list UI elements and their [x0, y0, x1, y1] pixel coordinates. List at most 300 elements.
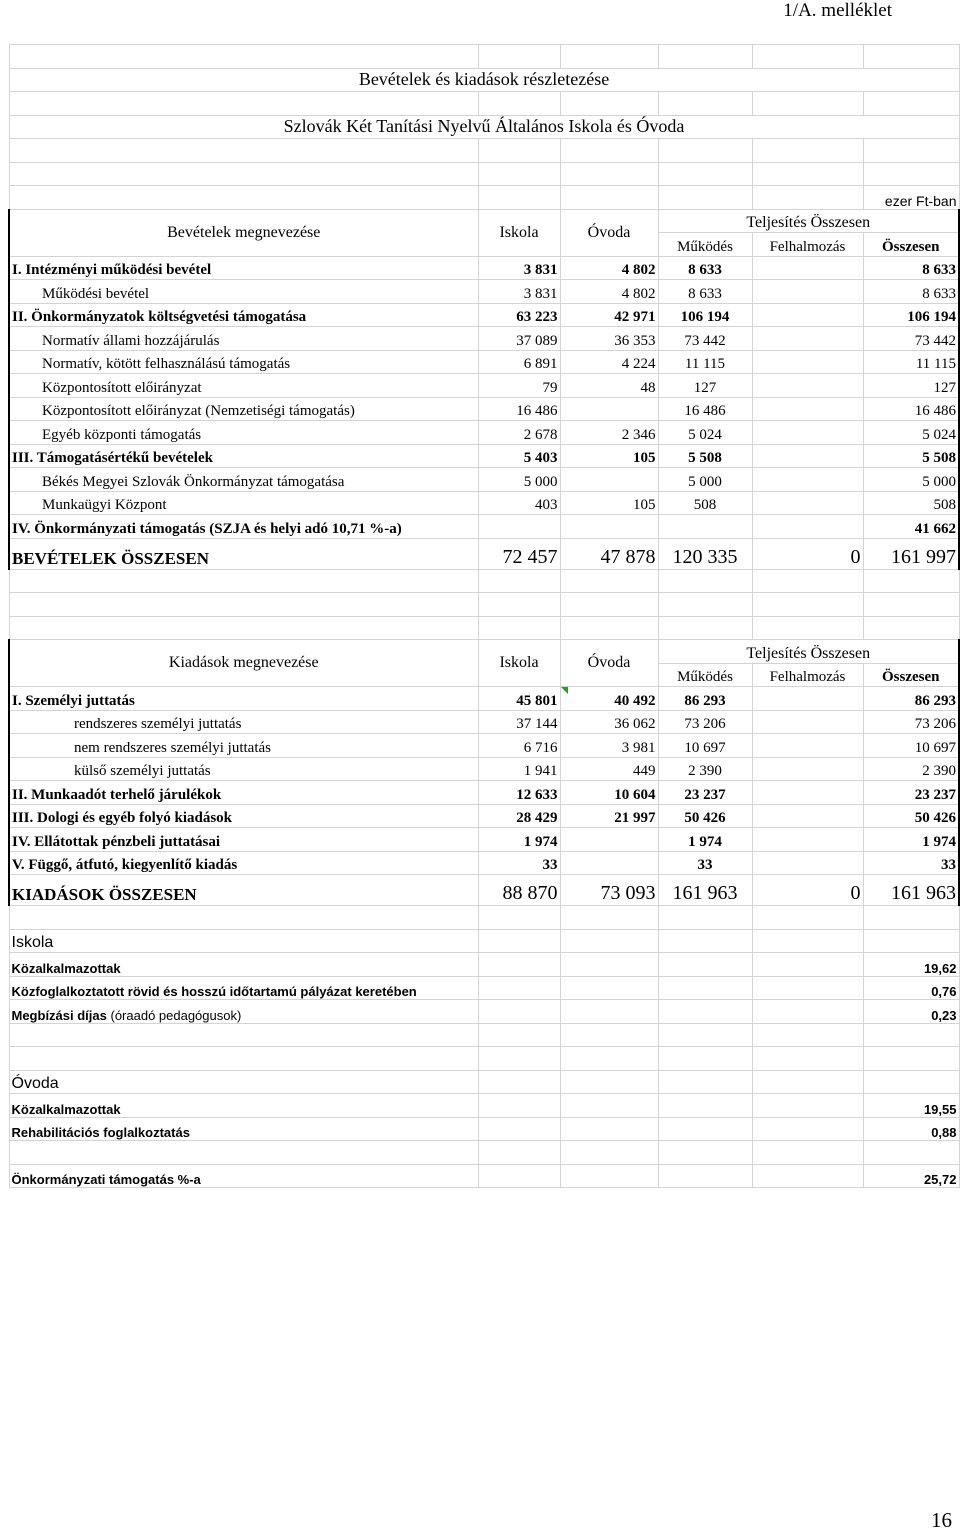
empty-cell [658, 1000, 752, 1024]
empty-cell [863, 1141, 959, 1165]
school-value: 3 831 [478, 280, 560, 304]
empty-cell [752, 906, 863, 930]
empty-cell [560, 1070, 658, 1094]
kindergarten-value [560, 828, 658, 852]
annex-label: 1/A. melléklet [783, 0, 892, 21]
school-staff-heading: Iskola [9, 929, 478, 953]
empty-cell [863, 929, 959, 953]
empty-cell [752, 929, 863, 953]
empty-cell [658, 976, 752, 1000]
kindergarten-value: 21 997 [560, 804, 658, 828]
operating-value: 8 633 [658, 256, 752, 280]
empty-cell [478, 1117, 560, 1141]
empty-cell [658, 92, 752, 116]
school-value: 33 [478, 851, 560, 875]
kindergarten-value [560, 397, 658, 421]
empty-cell [752, 1094, 863, 1118]
staff-row [9, 1094, 959, 1118]
total-column-header: Összesen [863, 663, 959, 687]
operating-value: 10 697 [658, 734, 752, 758]
total-value: 5 024 [863, 421, 959, 445]
total-value: 86 293 [863, 687, 959, 711]
income-row [9, 350, 959, 374]
income-row-label: Munkaügyi Központ [9, 491, 478, 515]
school-value: 16 486 [478, 397, 560, 421]
empty-row [9, 1047, 959, 1071]
operating-value: 33 [658, 851, 752, 875]
expense-total-label: KIADÁSOK ÖSSZESEN [9, 875, 478, 906]
empty-cell [752, 186, 863, 210]
income-header-row [9, 209, 959, 233]
empty-cell [752, 593, 863, 617]
total-value: 41 662 [863, 515, 959, 539]
capital-total: 0 [752, 538, 863, 569]
empty-cell [478, 1000, 560, 1024]
empty-cell [863, 593, 959, 617]
income-row-label: Központosított előirányzat (Nemzetiségi támogatás) [9, 397, 478, 421]
income-name-header: Bevételek megnevezése [9, 209, 478, 256]
operating-column-header: Működés [658, 233, 752, 257]
kindergarten-value: 449 [560, 757, 658, 781]
staff-row [9, 1117, 959, 1141]
empty-cell [752, 1141, 863, 1165]
empty-cell [658, 593, 752, 617]
total-value: 8 633 [863, 280, 959, 304]
operating-value: 73 206 [658, 710, 752, 734]
title-row [9, 68, 959, 92]
capital-value [752, 710, 863, 734]
empty-cell [478, 92, 560, 116]
school-value: 6 716 [478, 734, 560, 758]
capital-value [752, 468, 863, 492]
staff-label [9, 1164, 478, 1188]
empty-cell [863, 906, 959, 930]
school-value: 3 831 [478, 256, 560, 280]
income-row-label: Központosított előirányzat [9, 374, 478, 398]
empty-cell [658, 1117, 752, 1141]
empty-cell [658, 1094, 752, 1118]
staff-label-text: Rehabilitációs foglalkoztatás [11, 1125, 190, 1140]
total-value: 23 237 [863, 781, 959, 805]
unit-label: ezer Ft-ban [863, 186, 959, 210]
income-row [9, 468, 959, 492]
school-value: 37 144 [478, 710, 560, 734]
empty-cell [658, 45, 752, 69]
kindergarten-value: 42 971 [560, 303, 658, 327]
empty-row [9, 569, 959, 593]
income-row-label: Működési bevétel [9, 280, 478, 304]
capital-column-header: Felhalmozás [752, 233, 863, 257]
expense-row-label: külső személyi juttatás [9, 757, 478, 781]
school-value: 79 [478, 374, 560, 398]
operating-value: 508 [658, 491, 752, 515]
empty-cell [658, 616, 752, 640]
staff-row [9, 953, 959, 977]
total-value: 8 633 [863, 256, 959, 280]
income-row-label: Normatív, kötött felhasználású támogatás [9, 350, 478, 374]
capital-value [752, 804, 863, 828]
school-staff-heading-row [9, 929, 959, 953]
empty-cell [863, 92, 959, 116]
empty-cell [560, 929, 658, 953]
empty-cell [9, 569, 478, 593]
expense-row-label: rendszeres személyi juttatás [9, 710, 478, 734]
empty-cell [752, 162, 863, 186]
kindergarten-value: 48 [560, 374, 658, 398]
total-value: 50 426 [863, 804, 959, 828]
empty-cell [752, 92, 863, 116]
income-row-label: III. Támogatásértékű bevételek [9, 444, 478, 468]
operating-value: 73 442 [658, 327, 752, 351]
page-number: 16 [931, 1508, 952, 1532]
empty-cell [9, 906, 478, 930]
capital-value [752, 421, 863, 445]
kindergarten-staff-heading: Óvoda [9, 1070, 478, 1094]
income-total-label: BEVÉTELEK ÖSSZESEN [9, 538, 478, 569]
expense-row [9, 828, 959, 852]
capital-value [752, 781, 863, 805]
empty-cell [658, 906, 752, 930]
empty-cell [752, 1164, 863, 1188]
kindergarten-value: 40 492 [560, 687, 658, 711]
empty-cell [560, 1047, 658, 1071]
empty-cell [752, 569, 863, 593]
empty-cell [658, 139, 752, 163]
income-row [9, 374, 959, 398]
staff-label-note: (óraadó pedagógusok) [106, 1007, 242, 1023]
empty-cell [658, 953, 752, 977]
empty-cell [658, 1070, 752, 1094]
empty-cell [560, 906, 658, 930]
empty-cell [478, 616, 560, 640]
empty-cell [752, 1047, 863, 1071]
spreadsheet [8, 44, 958, 1188]
capital-value [752, 687, 863, 711]
empty-row [9, 1141, 959, 1165]
empty-cell [560, 1117, 658, 1141]
empty-cell [478, 162, 560, 186]
empty-cell [658, 569, 752, 593]
empty-cell [478, 953, 560, 977]
empty-cell [863, 1023, 959, 1047]
expense-row [9, 781, 959, 805]
empty-cell [560, 953, 658, 977]
operating-value: 127 [658, 374, 752, 398]
capital-value [752, 491, 863, 515]
capital-value [752, 374, 863, 398]
capital-value [752, 350, 863, 374]
total-value: 127 [863, 374, 959, 398]
kindergarten-value: 105 [560, 444, 658, 468]
kg-staff-heading-row [9, 1070, 959, 1094]
empty-cell [9, 1047, 478, 1071]
school-value: 5 403 [478, 444, 560, 468]
kindergarten-value: 36 062 [560, 710, 658, 734]
total-value: 508 [863, 491, 959, 515]
empty-cell [863, 1070, 959, 1094]
income-row-label: Normatív állami hozzájárulás [9, 327, 478, 351]
staff-label [9, 976, 478, 1000]
income-row [9, 327, 959, 351]
total-value: 11 115 [863, 350, 959, 374]
empty-cell [752, 953, 863, 977]
school-value: 5 000 [478, 468, 560, 492]
empty-cell [658, 1141, 752, 1165]
staff-label-text: Megbízási díjas [11, 1007, 107, 1023]
kindergarten-value: 4 802 [560, 256, 658, 280]
staff-label [9, 953, 478, 977]
expense-row-label: III. Dologi és egyéb folyó kiadások [9, 804, 478, 828]
empty-row [9, 1023, 959, 1047]
empty-cell [658, 162, 752, 186]
capital-value [752, 303, 863, 327]
empty-cell [560, 593, 658, 617]
empty-row [9, 45, 959, 69]
empty-cell [560, 186, 658, 210]
empty-cell [478, 1047, 560, 1071]
grand-total: 161 997 [863, 538, 959, 569]
operating-value: 2 390 [658, 757, 752, 781]
empty-cell [863, 616, 959, 640]
empty-cell [478, 1141, 560, 1165]
school-value: 37 089 [478, 327, 560, 351]
school-column-header: Iskola [478, 640, 560, 687]
empty-cell [560, 569, 658, 593]
empty-cell [9, 92, 478, 116]
total-value: 106 194 [863, 303, 959, 327]
comment-indicator [561, 687, 568, 694]
school-value: 1 941 [478, 757, 560, 781]
school-total: 72 457 [478, 538, 560, 569]
empty-cell [863, 1047, 959, 1071]
empty-cell [752, 1070, 863, 1094]
operating-value: 50 426 [658, 804, 752, 828]
empty-cell [752, 976, 863, 1000]
empty-cell [478, 1023, 560, 1047]
empty-row [9, 593, 959, 617]
empty-cell [9, 186, 478, 210]
empty-cell [478, 976, 560, 1000]
total-value: 33 [863, 851, 959, 875]
expense-row [9, 804, 959, 828]
kindergarten-value: 3 981 [560, 734, 658, 758]
empty-cell [752, 139, 863, 163]
school-value: 45 801 [478, 687, 560, 711]
empty-cell [658, 1047, 752, 1071]
empty-cell [658, 929, 752, 953]
expense-row-label: I. Személyi juttatás [9, 687, 478, 711]
empty-cell [863, 45, 959, 69]
expense-name-header: Kiadások megnevezése [9, 640, 478, 687]
kindergarten-total: 47 878 [560, 538, 658, 569]
grand-total: 161 963 [863, 875, 959, 906]
capital-value [752, 327, 863, 351]
expense-row [9, 734, 959, 758]
empty-cell [560, 1094, 658, 1118]
empty-cell [752, 1117, 863, 1141]
empty-cell [560, 45, 658, 69]
fulfillment-group-header: Teljesítés Összesen [658, 640, 959, 664]
table-body [9, 45, 959, 1188]
income-total-row [9, 538, 959, 569]
empty-cell [752, 1023, 863, 1047]
income-row-label: Békés Megyei Szlovák Önkormányzat támogatása [9, 468, 478, 492]
total-value: 2 390 [863, 757, 959, 781]
staff-row [9, 1164, 959, 1188]
empty-cell [478, 1070, 560, 1094]
income-row [9, 303, 959, 327]
capital-value [752, 444, 863, 468]
staff-row [9, 976, 959, 1000]
operating-value: 23 237 [658, 781, 752, 805]
empty-cell [560, 976, 658, 1000]
empty-cell [478, 906, 560, 930]
staff-label [9, 1117, 478, 1141]
income-expense-table [8, 44, 960, 1188]
empty-cell [560, 162, 658, 186]
kindergarten-column-header: Óvoda [560, 209, 658, 256]
empty-row [9, 139, 959, 163]
total-value: 73 206 [863, 710, 959, 734]
staff-value: 19,55 [863, 1094, 959, 1118]
income-row-label: I. Intézményi működési bevétel [9, 256, 478, 280]
empty-cell [9, 45, 478, 69]
empty-cell [863, 569, 959, 593]
total-value: 10 697 [863, 734, 959, 758]
school-value: 2 678 [478, 421, 560, 445]
empty-cell [9, 139, 478, 163]
expense-row [9, 757, 959, 781]
school-value: 28 429 [478, 804, 560, 828]
total-value: 73 442 [863, 327, 959, 351]
income-row [9, 421, 959, 445]
expense-header-row [9, 640, 959, 664]
empty-cell [9, 1023, 478, 1047]
empty-cell [560, 1164, 658, 1188]
income-row [9, 256, 959, 280]
institution-row [9, 115, 959, 139]
empty-row [9, 616, 959, 640]
staff-label-text: Önkormányzati támogatás %-a [11, 1172, 201, 1187]
operating-value: 1 974 [658, 828, 752, 852]
empty-cell [560, 1000, 658, 1024]
kindergarten-value: 4 802 [560, 280, 658, 304]
total-column-header: Összesen [863, 233, 959, 257]
staff-row [9, 1000, 959, 1024]
school-value [478, 515, 560, 539]
empty-cell [863, 162, 959, 186]
school-value: 12 633 [478, 781, 560, 805]
operating-value: 5 000 [658, 468, 752, 492]
staff-label-text: Közfoglalkoztatott rövid és hosszú időtartamú pályázat keretében [11, 984, 417, 999]
empty-cell [478, 569, 560, 593]
operating-value: 86 293 [658, 687, 752, 711]
empty-cell [478, 186, 560, 210]
school-total: 88 870 [478, 875, 560, 906]
expense-total-row [9, 875, 959, 906]
expense-row-label: IV. Ellátottak pénzbeli juttatásai [9, 828, 478, 852]
income-row [9, 280, 959, 304]
kindergarten-value: 105 [560, 491, 658, 515]
kindergarten-value: 10 604 [560, 781, 658, 805]
staff-label-text: Közalkalmazottak [11, 1101, 121, 1117]
expense-row [9, 851, 959, 875]
empty-cell [478, 929, 560, 953]
empty-cell [9, 162, 478, 186]
unit-row [9, 186, 959, 210]
empty-cell [9, 593, 478, 617]
income-row [9, 491, 959, 515]
empty-cell [9, 1141, 478, 1165]
empty-cell [478, 593, 560, 617]
school-value: 6 891 [478, 350, 560, 374]
institution-name: Szlovák Két Tanítási Nyelvű Általános Iskola és Óvoda [9, 115, 959, 139]
capital-value [752, 828, 863, 852]
expense-row-label: nem rendszeres személyi juttatás [9, 734, 478, 758]
kindergarten-value [560, 515, 658, 539]
capital-value [752, 757, 863, 781]
operating-value: 5 508 [658, 444, 752, 468]
capital-value [752, 256, 863, 280]
staff-label [9, 1000, 478, 1024]
empty-cell [9, 616, 478, 640]
operating-value: 5 024 [658, 421, 752, 445]
staff-value: 19,62 [863, 953, 959, 977]
income-row-label: IV. Önkormányzati támogatás (SZJA és helyi adó 10,71 %-a) [9, 515, 478, 539]
empty-cell [752, 45, 863, 69]
total-value: 5 000 [863, 468, 959, 492]
capital-column-header: Felhalmozás [752, 663, 863, 687]
staff-value: 0,76 [863, 976, 959, 1000]
operating-value [658, 515, 752, 539]
empty-row [9, 906, 959, 930]
staff-label-text: Közalkalmazottak [11, 960, 121, 976]
empty-cell [478, 45, 560, 69]
operating-value: 106 194 [658, 303, 752, 327]
empty-row [9, 162, 959, 186]
expense-row-label: V. Függő, átfutó, kiegyenlítő kiadás [9, 851, 478, 875]
empty-cell [560, 92, 658, 116]
school-column-header: Iskola [478, 209, 560, 256]
empty-cell [560, 1023, 658, 1047]
operating-value: 16 486 [658, 397, 752, 421]
capital-value [752, 515, 863, 539]
income-row-label: Egyéb központi támogatás [9, 421, 478, 445]
empty-cell [658, 186, 752, 210]
income-row [9, 515, 959, 539]
empty-cell [560, 1141, 658, 1165]
empty-cell [560, 139, 658, 163]
expense-row-label: II. Munkaadót terhelő járulékok [9, 781, 478, 805]
school-value: 63 223 [478, 303, 560, 327]
total-value: 5 508 [863, 444, 959, 468]
expense-row [9, 710, 959, 734]
kindergarten-total: 73 093 [560, 875, 658, 906]
staff-value: 0,88 [863, 1117, 959, 1141]
operating-total: 161 963 [658, 875, 752, 906]
kindergarten-value [560, 851, 658, 875]
kindergarten-column-header: Óvoda [560, 640, 658, 687]
sheet-title: Bevételek és kiadások részletezése [9, 68, 959, 92]
operating-column-header: Működés [658, 663, 752, 687]
expense-row [9, 687, 959, 711]
empty-cell [478, 1164, 560, 1188]
staff-label [9, 1094, 478, 1118]
kindergarten-value: 36 353 [560, 327, 658, 351]
empty-cell [658, 1023, 752, 1047]
capital-value [752, 280, 863, 304]
staff-value: 0,23 [863, 1000, 959, 1024]
